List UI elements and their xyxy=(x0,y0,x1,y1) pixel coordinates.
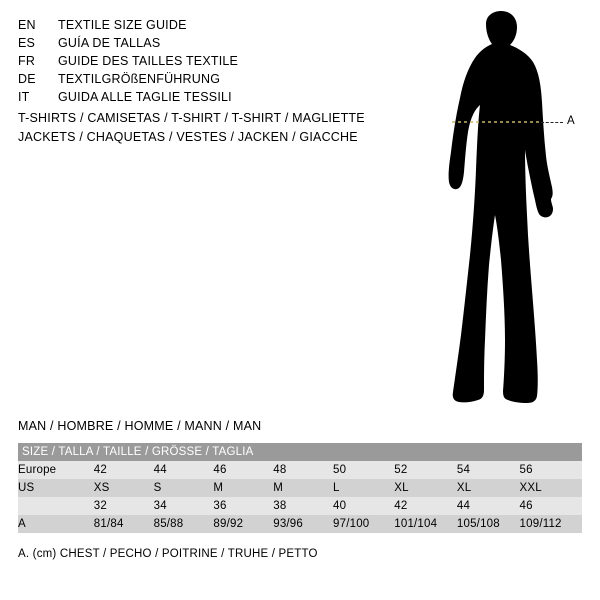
cell-value: 105/108 xyxy=(456,518,500,530)
language-text: TEXTILGRÖßENFÜHRUNG xyxy=(58,72,221,86)
cell-value: S xyxy=(153,482,162,494)
cell-value: 42 xyxy=(93,464,107,476)
cell-value: M xyxy=(273,482,283,494)
cell-value: 40 xyxy=(333,500,347,512)
table-row xyxy=(18,461,582,479)
table-title: MAN / HOMBRE / HOMME / MANN / MAN xyxy=(18,419,262,433)
size-table xyxy=(18,443,582,533)
cell-value: M xyxy=(213,482,224,494)
cell-value: 46 xyxy=(213,464,227,476)
cell-value: XXL xyxy=(519,482,542,494)
language-code: ES xyxy=(18,36,36,50)
garment-type-list xyxy=(18,109,365,147)
language-text: GUIDE DES TAILLES TEXTILE xyxy=(58,54,239,68)
language-row xyxy=(18,34,398,52)
language-row xyxy=(18,88,398,106)
row-label: A xyxy=(18,518,26,530)
language-code: EN xyxy=(18,18,36,32)
cell-value: XS xyxy=(93,482,110,494)
table-header-label: SIZE / TALLA / TAILLE / GRÖSSE / TAGLIA xyxy=(22,446,254,458)
male-silhouette-figure xyxy=(400,10,600,405)
language-text: GUIDA ALLE TAGLIE TESSILI xyxy=(58,90,232,104)
cell-value: 32 xyxy=(93,500,107,512)
cell-value: 56 xyxy=(519,464,533,476)
row-label: Europe xyxy=(18,464,57,476)
cell-value: 46 xyxy=(519,500,533,512)
cell-value: 93/96 xyxy=(273,518,303,530)
language-list xyxy=(18,16,398,106)
cell-value: 81/84 xyxy=(93,518,124,530)
cell-value: XL xyxy=(456,482,472,494)
row-label: US xyxy=(18,482,35,494)
table-header-row xyxy=(18,443,582,461)
cell-value: 34 xyxy=(153,500,167,512)
garment-line-jackets: JACKETS / CHAQUETAS / VESTES / JACKEN / GIACCHE xyxy=(18,130,358,144)
row-label xyxy=(18,497,94,515)
measure-leader-line xyxy=(541,122,563,123)
language-row xyxy=(18,70,398,88)
language-code: IT xyxy=(18,90,30,104)
language-row xyxy=(18,52,398,70)
cell-value: 50 xyxy=(333,464,347,476)
silhouette-icon xyxy=(400,10,600,405)
cell-value: L xyxy=(333,482,340,494)
cell-value: 54 xyxy=(456,464,471,476)
cell-value: 101/104 xyxy=(394,518,438,530)
cell-value: 109/112 xyxy=(519,518,562,530)
language-code: DE xyxy=(18,72,36,86)
table-row xyxy=(18,479,582,497)
cell-value: 97/100 xyxy=(333,518,370,530)
cell-value: XL xyxy=(394,482,409,494)
cell-value: 36 xyxy=(213,500,227,512)
language-text: TEXTILE SIZE GUIDE xyxy=(58,18,187,32)
garment-line-tshirts: T-SHIRTS / CAMISETAS / T-SHIRT / T-SHIRT / MAGLIETTE xyxy=(18,111,365,125)
cell-value: 52 xyxy=(394,464,408,476)
language-text: GUÍA DE TALLAS xyxy=(58,36,161,50)
cell-value: 38 xyxy=(273,500,287,512)
table-row xyxy=(18,497,582,515)
measure-label-a: A xyxy=(567,115,576,127)
table-row xyxy=(18,515,582,533)
cell-value: 44 xyxy=(456,500,471,512)
footnote-chest-measure: A. (cm) CHEST / PECHO / POITRINE / TRUHE / PETTO xyxy=(18,548,318,560)
cell-value: 42 xyxy=(394,500,408,512)
language-row xyxy=(18,16,398,34)
language-code: FR xyxy=(18,54,36,68)
cell-value: 89/92 xyxy=(213,518,244,530)
cell-value: 48 xyxy=(273,464,287,476)
cell-value: 85/88 xyxy=(153,518,184,530)
cell-value: 44 xyxy=(153,464,167,476)
